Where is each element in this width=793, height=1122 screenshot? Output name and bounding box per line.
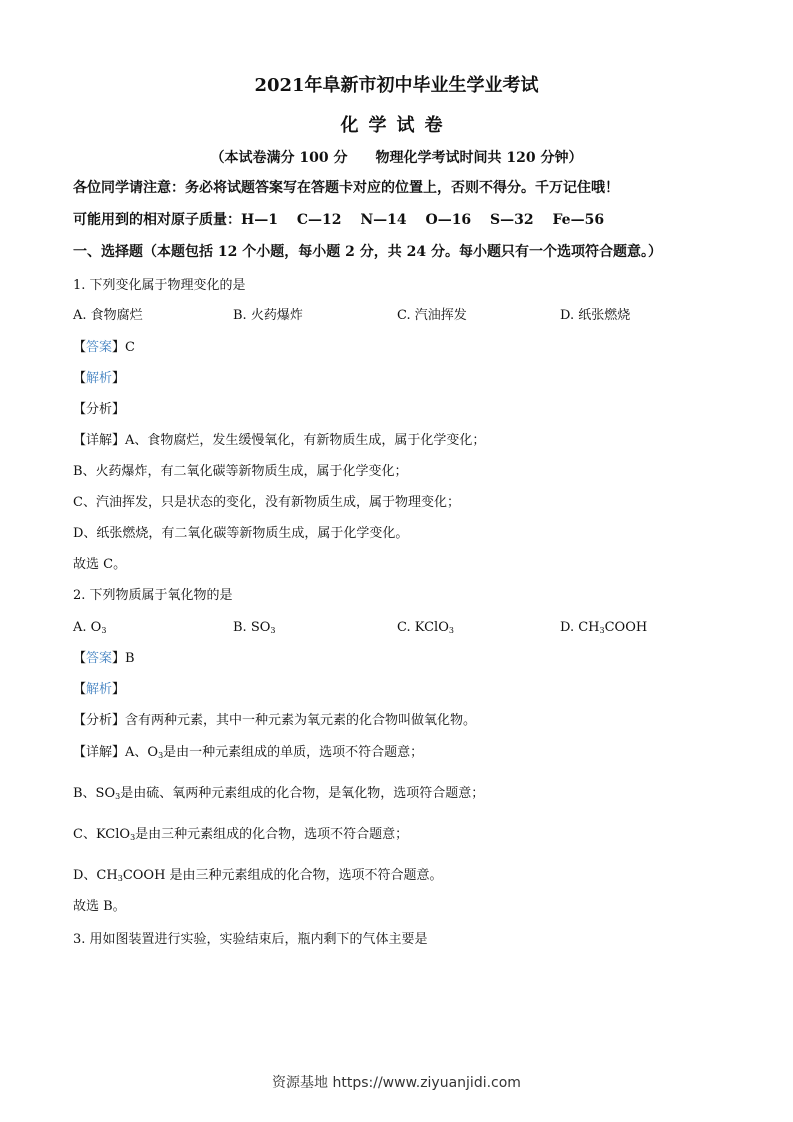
analysis-label: 解析: [86, 371, 113, 386]
answer-label: 答案: [86, 340, 113, 355]
detail-d: D、纸张燃烧，有二氧化碳等新物质生成，属于化学变化。: [73, 526, 409, 541]
notice: 各位同学请注意：务必将试题答案写在答题卡对应的位置上，否则不得分。千万记住哦！: [73, 180, 619, 196]
atomic-masses: 可能用到的相对原子质量：H—1 C—12 N—14 O—16 S—32 Fe—56: [73, 212, 605, 228]
fenxi-label: 【分析】: [73, 402, 126, 417]
option-d: D. 纸张燃烧: [560, 308, 631, 323]
exam-info: （本试卷满分 100 分 物理化学考试时间共 120 分钟）: [210, 150, 583, 166]
question-1-stem: 1. 下列变化属于物理变化的是: [73, 278, 246, 293]
answer-value: C: [125, 340, 135, 355]
option-a: A. 食物腐烂: [73, 308, 143, 323]
option-b: B. 火药爆炸: [233, 308, 303, 323]
answer-line: 【答案】C: [73, 340, 135, 355]
detail-b: B、火药爆炸，有二氧化碳等新物质生成，属于化学变化；: [73, 464, 408, 479]
option-c: C. KClO$_3$: [397, 620, 454, 635]
conclusion: 故选 C。: [73, 557, 127, 572]
fenxi: 【分析】含有两种元素，其中一种元素为氧元素的化合物叫做氧化物。: [73, 713, 477, 728]
option-d: D. $CH_3COOH$: [560, 620, 648, 635]
detail-b: B、$SO_3$是由硫、氧两种元素组成的化合物，是氧化物，选项符合题意；: [73, 786, 485, 801]
detail-d: D、$CH_3COOH$ 是由三种元素组成的化合物，选项不符合题意。: [73, 868, 443, 883]
answer-label: 答案: [86, 651, 113, 666]
detail-a: 【详解】A、$O_3$是由一种元素组成的单质，选项不符合题意；: [73, 745, 424, 760]
question-3-stem: 3. 用如图装置进行实验，实验结束后，瓶内剩下的气体主要是: [73, 932, 428, 947]
analysis-label-line: 【解析】: [73, 682, 126, 697]
answer-value: B: [125, 651, 135, 666]
section-heading: 一、选择题（本题包括 12 个小题，每小题 2 分，共 24 分。每小题只有一个选项符合题意。）: [73, 244, 662, 260]
conclusion: 故选 B。: [73, 899, 126, 914]
option-a: A. $O_3$: [73, 620, 107, 635]
answer-line: 【答案】B: [73, 651, 135, 666]
option-b: B. $SO_3$: [233, 620, 276, 635]
question-2-stem: 2. 下列物质属于氧化物的是: [73, 588, 233, 603]
detail-c: C、KClO$_3$是由三种元素组成的化合物，选项不符合题意；: [73, 827, 409, 842]
exam-title: 2021年阜新市初中毕业生学业考试: [254, 75, 539, 96]
detail-c: C、汽油挥发，只是状态的变化，没有新物质生成，属于物理变化；: [73, 495, 460, 510]
detail-a: 【详解】A、食物腐烂，发生缓慢氧化，有新物质生成，属于化学变化；: [73, 433, 486, 448]
analysis-label: 解析: [86, 682, 113, 697]
footer-watermark: 资源基地 https://www.ziyuanjidi.com: [272, 1075, 521, 1091]
analysis-label-line: 【解析】: [73, 371, 126, 386]
option-c: C. 汽油挥发: [397, 308, 467, 323]
subject-title: 化学试卷: [340, 115, 453, 136]
